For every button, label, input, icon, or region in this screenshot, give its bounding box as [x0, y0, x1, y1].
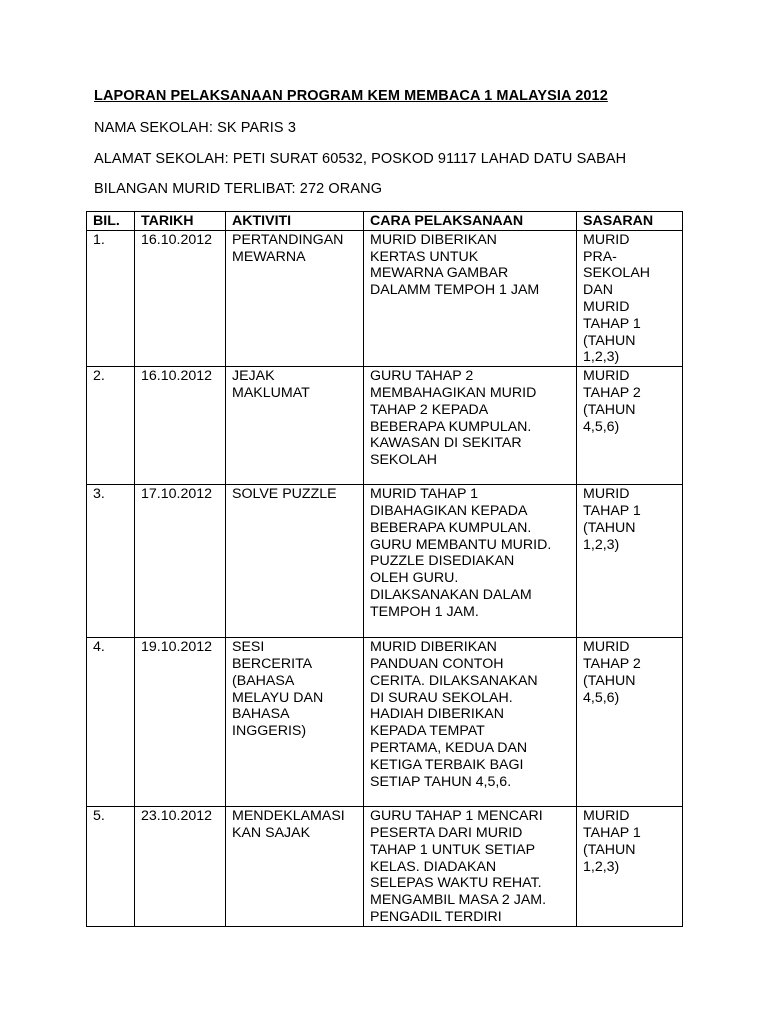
cell-tarikh: 19.10.2012: [135, 638, 226, 807]
cell-aktiviti: SESI BERCERITA (BAHASA MELAYU DAN BAHASA INGGERIS): [226, 638, 364, 807]
cell-sasaran: MURID TAHAP 2 (TAHUN 4,5,6): [577, 367, 683, 485]
header-cara-pelaksanaan: CARA PELAKSANAAN: [364, 212, 577, 231]
header-sasaran: SASARAN: [577, 212, 683, 231]
cell-bil: 5.: [87, 807, 135, 927]
cell-bil: 2.: [87, 367, 135, 485]
cell-aktiviti: MENDEKLAMASI KAN SAJAK: [226, 807, 364, 927]
cell-sasaran: MURID PRA- SEKOLAH DAN MURID TAHAP 1 (TAHUN 1,2,3): [577, 230, 683, 366]
cell-aktiviti: JEJAK MAKLUMAT: [226, 367, 364, 485]
table-row: [87, 638, 683, 807]
cell-sasaran: MURID TAHAP 2 (TAHUN 4,5,6): [577, 638, 683, 807]
cell-aktiviti: PERTANDINGAN MEWARNA: [226, 230, 364, 366]
table-row: [87, 230, 683, 366]
school-address: ALAMAT SEKOLAH: PETI SURAT 60532, POSKOD 91117 LAHAD DATU SABAH: [94, 151, 627, 167]
cell-cara: MURID TAHAP 1 DIBAHAGIKAN KEPADA BEBERAPA KUMPULAN. GURU MEMBANTU MURID. PUZZLE DISEDIAKAN OLEH GURU. DILAKSANAKAN DALAM TEMPOH 1 JAM.: [364, 485, 577, 638]
header-bil: BIL.: [87, 212, 135, 231]
cell-sasaran: MURID TAHAP 1 (TAHUN 1,2,3): [577, 807, 683, 927]
header-aktiviti: AKTIVITI: [226, 212, 364, 231]
cell-bil: 4.: [87, 638, 135, 807]
report-table: [86, 211, 683, 927]
cell-tarikh: 23.10.2012: [135, 807, 226, 927]
cell-bil: 1.: [87, 230, 135, 366]
table-row: [87, 367, 683, 485]
table-row: [87, 485, 683, 638]
cell-cara: MURID DIBERIKAN KERTAS UNTUK MEWARNA GAMBAR DALAMM TEMPOH 1 JAM: [364, 230, 577, 366]
header-tarikh: TARIKH: [135, 212, 226, 231]
cell-tarikh: 16.10.2012: [135, 367, 226, 485]
cell-cara: MURID DIBERIKAN PANDUAN CONTOH CERITA. DILAKSANAKAN DI SURAU SEKOLAH. HADIAH DIBERIKAN KEPADA TEMPAT PERTAMA, KEDUA DAN KETIGA TERBAIK BAGI SETIAP TAHUN 4,5,6.: [364, 638, 577, 807]
cell-bil: 3.: [87, 485, 135, 638]
table-header-row: [87, 212, 683, 231]
cell-aktiviti: SOLVE PUZZLE: [226, 485, 364, 638]
school-name: NAMA SEKOLAH: SK PARIS 3: [94, 120, 296, 136]
cell-cara: GURU TAHAP 2 MEMBAHAGIKAN MURID TAHAP 2 KEPADA BEBERAPA KUMPULAN. KAWASAN DI SEKITAR SEKOLAH: [364, 367, 577, 485]
table-row: [87, 807, 683, 927]
document-title: LAPORAN PELAKSANAAN PROGRAM KEM MEMBACA 1 MALAYSIA 2012: [94, 88, 608, 104]
cell-tarikh: 17.10.2012: [135, 485, 226, 638]
cell-tarikh: 16.10.2012: [135, 230, 226, 366]
student-count: BILANGAN MURID TERLIBAT: 272 ORANG: [94, 181, 383, 197]
cell-sasaran: MURID TAHAP 1 (TAHUN 1,2,3): [577, 485, 683, 638]
cell-cara: GURU TAHAP 1 MENCARI PESERTA DARI MURID TAHAP 1 UNTUK SETIAP KELAS. DIADAKAN SELEPAS WAKTU REHAT. MENGAMBIL MASA 2 JAM. PENGADIL TERDIRI: [364, 807, 577, 927]
